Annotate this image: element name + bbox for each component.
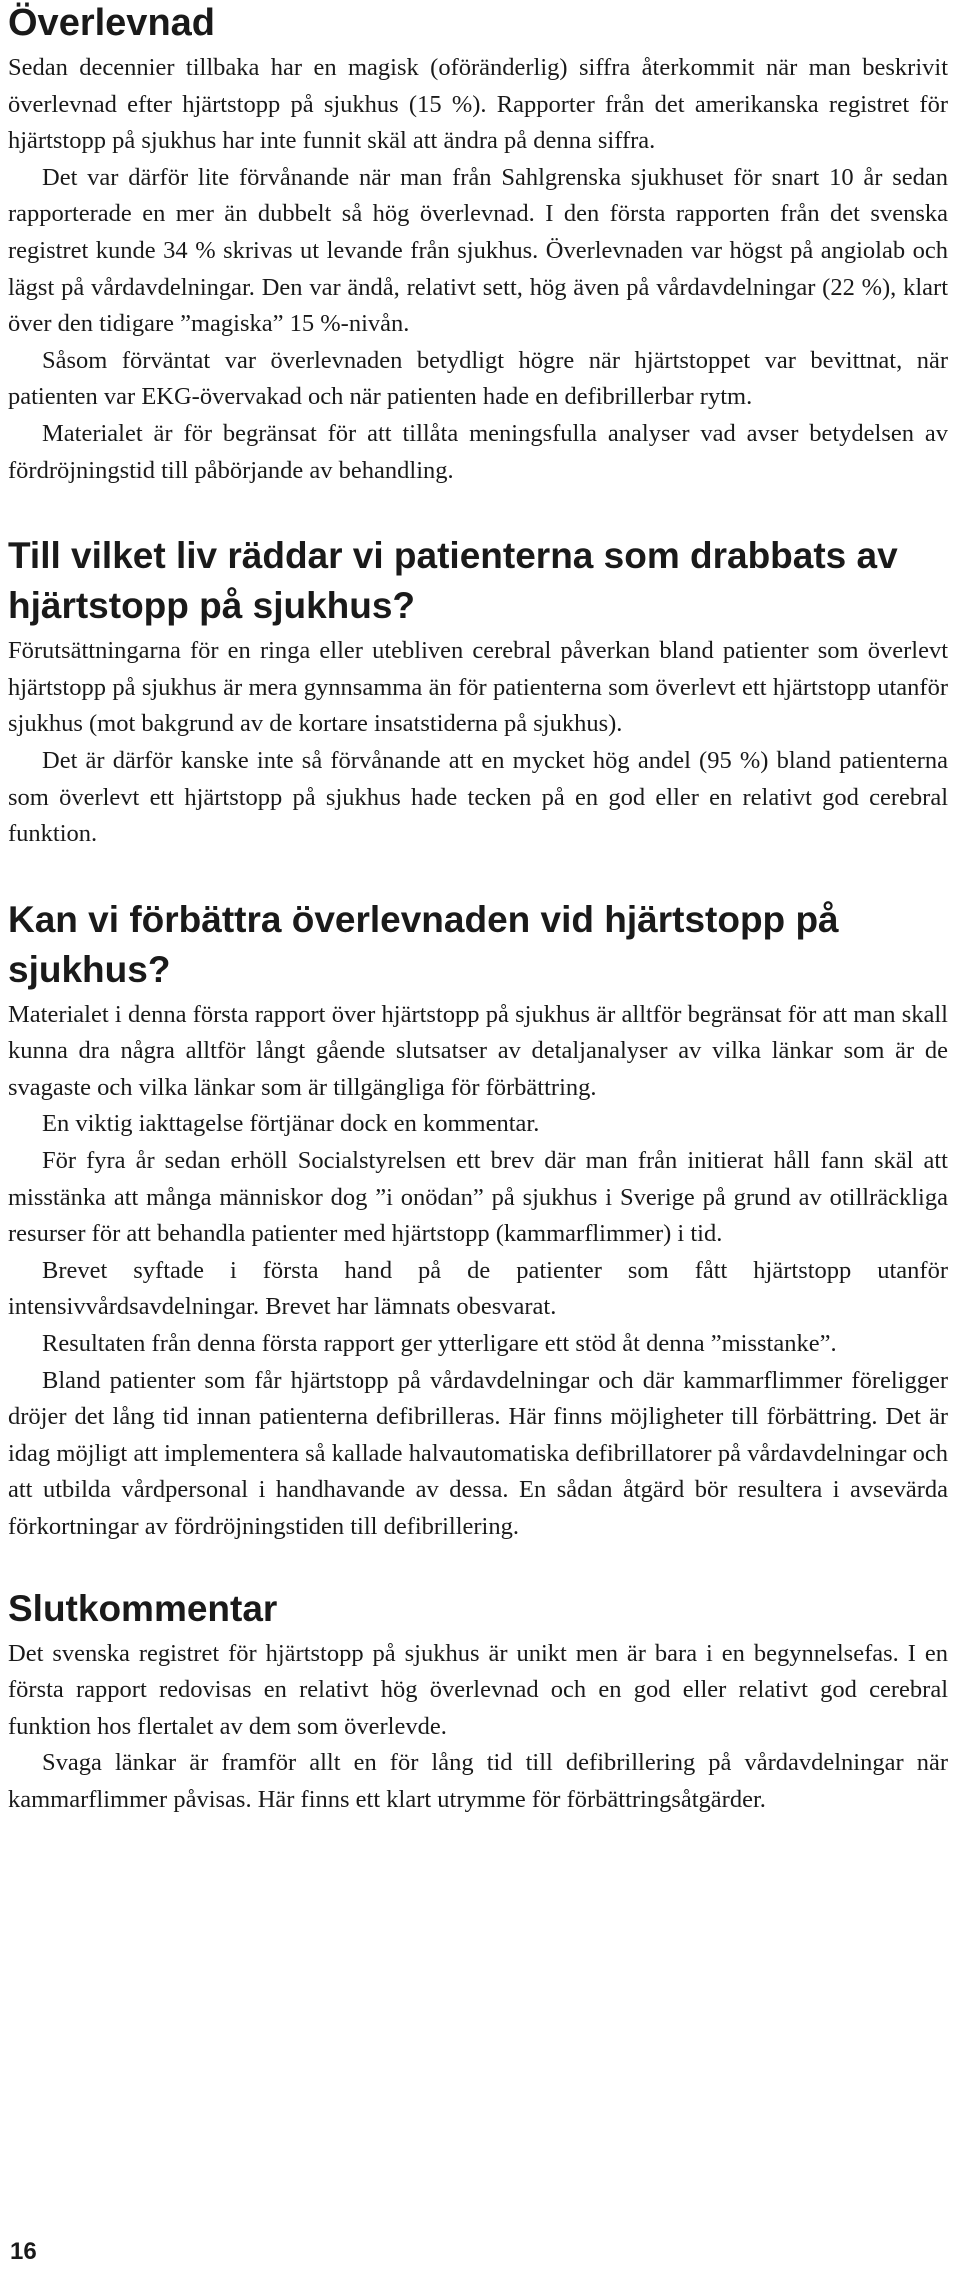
paragraph: Förutsättningarna för en ringa eller utebliven cerebral påverkan bland patienter som överlevt hjärtstopp på sjukhus är mera gynnsamma än för patienterna som överlevt ett hjärtstopp utanför sjukhus (mot bakgrund av de kortare insatstiderna på sjukhus).	[8, 637, 948, 738]
paragraph: Bland patienter som får hjärtstopp på vårdavdelningar och där kammarflimmer föreligger dröjer det lång tid innan patienterna defibrilleras. Här finns möjligheter till förbättring. Det är idag möjligt att implementera så kallade halvautomatiska defibrillatorer på vårdavdelningar och att utbilda vårdpersonal i handhavande av dessa. En sådan åtgärd bör resultera i avsevärda förkortningar av fördröjningstiden till defibrillering.	[8, 1366, 948, 1540]
section-heading: Kan vi förbättra överlevnaden vid hjärtstopp på sjukhus?	[8, 898, 839, 990]
paragraph: Brevet syftade i första hand på de patienter som fått hjärtstopp utanför intensivvårdsavdelningar. Brevet har lämnats obesvarat.	[8, 1256, 948, 1321]
paragraph: Materialet är för begränsat för att tillåta meningsfulla analyser vad avser betydelsen av fördröjningstid till påbörjande av behandling.	[8, 419, 948, 484]
paragraph: Svaga länkar är framför allt en för lång tid till defibrillering på vårdavdelningar när kammarflimmer påvisas. Här finns ett klart utrymme för förbättringsåtgärder.	[8, 1749, 948, 1813]
section-till-vilket-liv	[8, 531, 948, 853]
paragraph: Sedan decennier tillbaka har en magisk (oföränderlig) siffra återkommit när man beskrivit överlevnad efter hjärtstopp på sjukhus (15 %). Rapporter från det amerikanska registret för hjärtstopp på sjukhus har inte funnit skäl att ändra på denna siffra.	[8, 54, 948, 155]
paragraph: Resultaten från denna första rapport ger ytterligare ett stöd åt denna ”misstanke”.	[42, 1330, 837, 1358]
page-number: 16	[10, 2238, 37, 2265]
paragraph: Det var därför lite förvånande när man från Sahlgrenska sjukhuset för snart 10 år sedan rapporterade en mer än dubbelt så hög överlevnad. I den första rapporten från det svenska registret kunde 34 % skrivas ut levande från sjukhus. Överlevnaden var högst på angiolab och lägst på vårdavdelningar. Den var ändå, relativt sett, hög även på vårdavdelningar (22 %), klart över den tidigare ”magiska” 15 %-nivån.	[8, 163, 948, 338]
document-page	[8, 0, 948, 1819]
section-heading: Till vilket liv räddar vi patienterna som drabbats av hjärtstopp på sjukhus?	[8, 535, 898, 627]
section-kan-vi-forbattra	[8, 895, 948, 1546]
paragraph: En viktig iakttagelse förtjänar dock en kommentar.	[42, 1110, 540, 1138]
paragraph: Såsom förväntat var överlevnaden betydligt högre när hjärtstoppet var bevittnat, när patienten var EKG-övervakad och när patienten hade en defibrillerbar rytm.	[8, 346, 948, 411]
paragraph: Det svenska registret för hjärtstopp på sjukhus är unikt men är bara i en begynnelsefas. I en första rapport redovisas en relativt hög överlevnad och en god eller relativt god cerebral funktion hos flertalet av dem som överlevde.	[8, 1639, 948, 1740]
section-overlevnad	[8, 0, 948, 489]
section-heading: Slutkommentar	[8, 1587, 278, 1629]
paragraph: Materialet i denna första rapport över hjärtstopp på sjukhus är alltför begränsat för att man skall kunna dra några alltför långt gående slutsatser av detaljanalyser av vilka länkar som är de svagaste och vilka länkar som är tillgängliga för förbättring.	[8, 1000, 948, 1101]
paragraph: Det är därför kanske inte så förvånande att en mycket hög andel (95 %) bland patienterna som överlevt ett hjärtstopp på sjukhus hade tecken på en god eller en relativt god cerebral funktion.	[8, 746, 948, 848]
paragraph: För fyra år sedan erhöll Socialstyrelsen ett brev där man från initierat håll fann skäl att misstänka att många människor dog ”i onödan” på sjukhus i Sverige på grund av otillräckliga resurser för att behandla patienter med hjärtstopp (kammarflimmer) i tid.	[8, 1147, 948, 1248]
section-heading: Överlevnad	[8, 2, 215, 44]
section-slutkommentar	[8, 1584, 948, 1819]
